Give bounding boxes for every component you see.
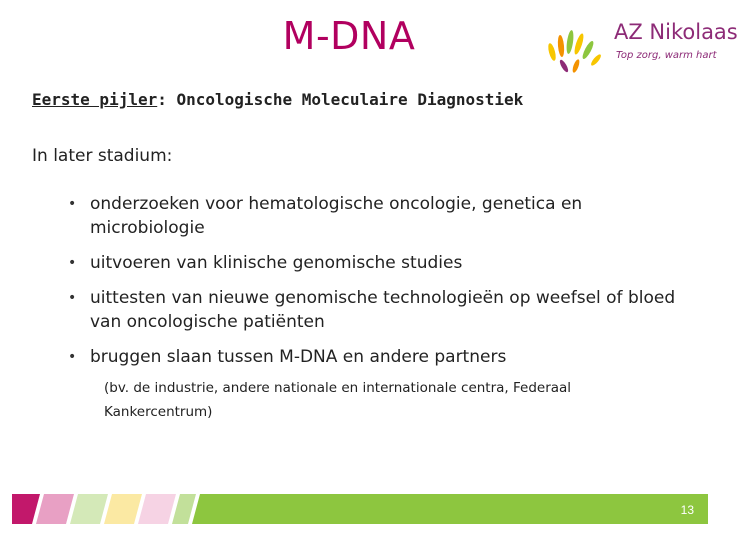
- subtitle-underlined: Eerste pijler: [32, 90, 158, 109]
- partner-note: (bv. de industrie, andere nationale en internationale centra, Federaal Kankercentrum): [104, 380, 572, 420]
- bullet-item: [66, 286, 686, 334]
- slide-title: M-DNA: [282, 14, 416, 58]
- logo-leaves-icon: [544, 24, 608, 76]
- subtitle-rest: : Oncologische Moleculaire Diagnostiek: [157, 90, 524, 109]
- bullet-dot-icon: •: [68, 290, 77, 306]
- bullet-text: uittesten van nieuwe genomische technologieën op weefsel of bloed van oncologische patiënten: [90, 288, 676, 332]
- bullet-dot-icon: •: [68, 255, 77, 271]
- bullet-text: onderzoeken voor hematologische oncologie, genetica en microbiologie: [90, 194, 583, 238]
- bullet-dot-icon: •: [68, 349, 77, 365]
- bullet-text: bruggen slaan tussen M-DNA en andere partners: [90, 347, 507, 367]
- intro-text: In later stadium:: [32, 146, 173, 166]
- bullet-text: uitvoeren van klinische genomische studies: [90, 253, 463, 273]
- bullet-item: [66, 192, 686, 240]
- az-nikolaas-logo: [536, 12, 738, 80]
- bullet-item: [66, 251, 686, 275]
- bullet-dot-icon: •: [68, 196, 77, 212]
- bullet-item: [66, 345, 686, 369]
- footer-color-bar: [12, 494, 708, 524]
- slide-subtitle: [32, 90, 523, 109]
- bullet-list: [66, 192, 686, 380]
- page-number: 13: [680, 503, 694, 517]
- logo-name: AZ Nikolaas: [614, 20, 738, 44]
- logo-tagline: Top zorg, warm hart: [616, 50, 717, 61]
